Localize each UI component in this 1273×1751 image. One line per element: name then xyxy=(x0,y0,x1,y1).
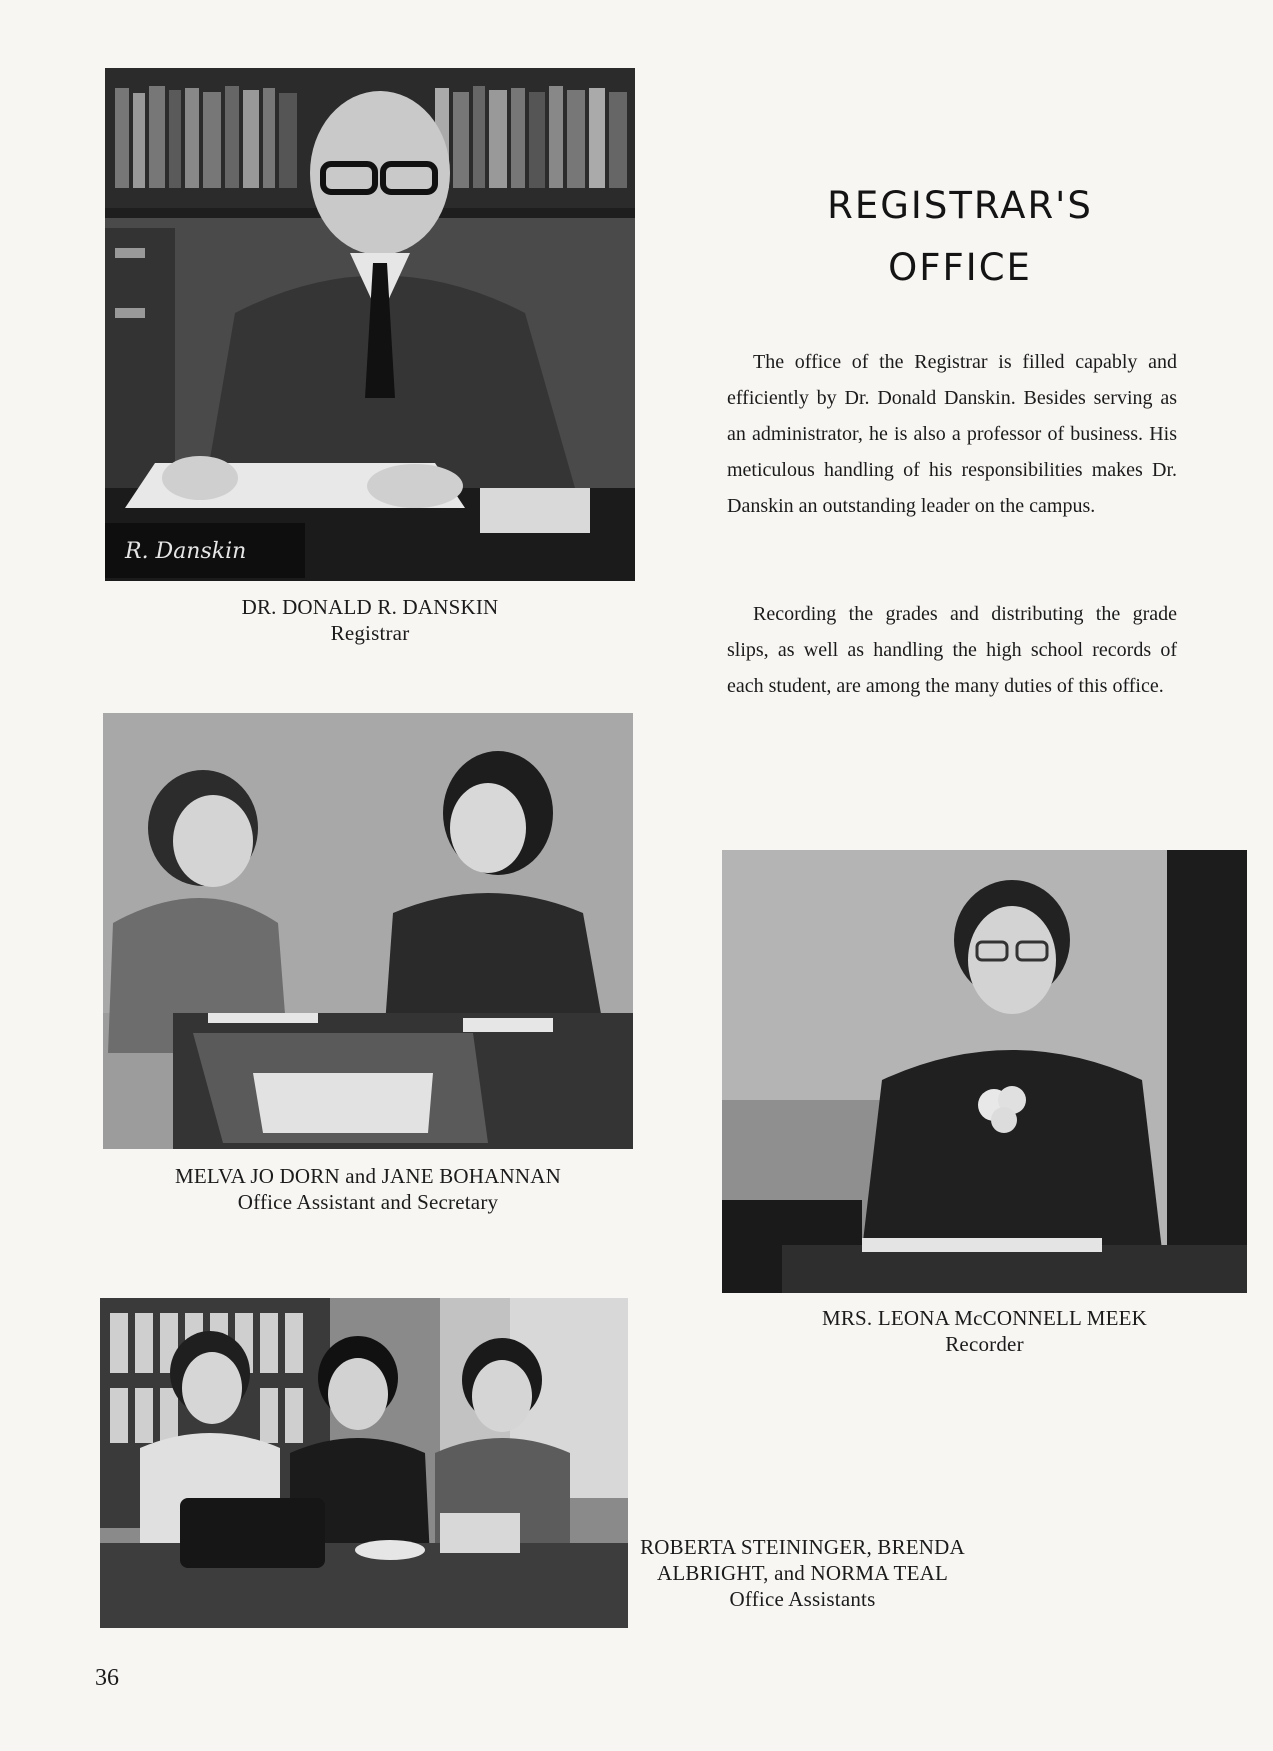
caption-danskin-name: DR. DONALD R. DANSKIN xyxy=(241,595,499,619)
photo-dorn-bohannan xyxy=(103,713,633,1149)
caption-meek xyxy=(722,1305,1247,1357)
photo-danskin xyxy=(105,68,635,581)
page-number: 36 xyxy=(95,1665,119,1691)
article-paragraph-1: The office of the Registrar is filled capably and efficiently by Dr. Donald Danskin. Besides serving as an administrator, he is also a professor of business. His meticulous handling of his responsibilities makes Dr. Danskin an outstanding leader on the campus. xyxy=(727,351,1177,517)
photo-office-assistants xyxy=(100,1298,628,1628)
photo-meek xyxy=(722,850,1247,1293)
photo-danskin-image xyxy=(105,68,635,581)
caption-dorn-bohannan-name: MELVA JO DORN and JANE BOHANNAN xyxy=(175,1164,561,1188)
caption-office-assistants xyxy=(640,1534,965,1612)
caption-office-assistants-name-line1: ROBERTA STEININGER, BRENDA xyxy=(640,1535,965,1559)
page-title-line1: REGISTRAR'S xyxy=(827,184,1093,227)
caption-danskin xyxy=(105,594,635,646)
caption-dorn-bohannan-role: Office Assistant and Secretary xyxy=(237,1190,499,1214)
caption-danskin-role: Registrar xyxy=(330,621,410,645)
photo-office-assistants-image xyxy=(100,1298,628,1628)
caption-dorn-bohannan xyxy=(103,1163,633,1215)
photo-meek-image xyxy=(722,850,1247,1293)
caption-meek-role: Recorder xyxy=(945,1332,1024,1356)
page-title xyxy=(740,175,1180,299)
photo-dorn-bohannan-image xyxy=(103,713,633,1149)
caption-office-assistants-role: Office Assistants xyxy=(729,1587,876,1611)
article-paragraph-2: Recording the grades and distributing the grade slips, as well as handling the high school records of each student, are among the many duties of this office. xyxy=(727,603,1177,697)
caption-meek-name: MRS. LEONA McCONNELL MEEK xyxy=(821,1306,1148,1330)
nameplate-text: R. Danskin xyxy=(125,539,247,564)
caption-office-assistants-name-line2: ALBRIGHT, and NORMA TEAL xyxy=(656,1561,948,1585)
page-title-line2: OFFICE xyxy=(888,246,1032,289)
